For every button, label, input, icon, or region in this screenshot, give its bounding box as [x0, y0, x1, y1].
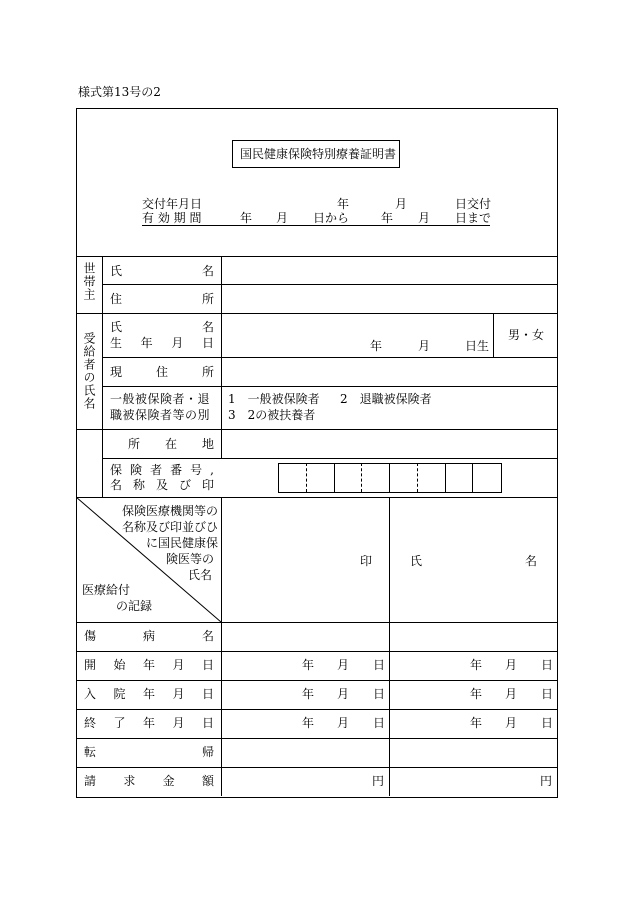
doctor-name-label-a: 氏: [410, 554, 423, 568]
admission-day-1: 日: [373, 687, 386, 701]
admission-month-1: 月: [337, 687, 350, 701]
disease-label: 傷 病 名: [84, 629, 214, 643]
category-option-2[interactable]: 2 退職被保険者: [340, 392, 432, 406]
start-month-1: 月: [337, 658, 350, 672]
end-year-1: 年: [302, 716, 315, 730]
category-option-1[interactable]: 1 一般被保険者: [228, 392, 320, 406]
digit-divider: [389, 463, 390, 492]
digit-divider: [445, 463, 446, 492]
digit-divider: [417, 463, 418, 492]
rule: [76, 651, 557, 652]
rule: [102, 357, 557, 358]
rule: [76, 256, 557, 257]
issue-day: 日交付: [455, 197, 492, 211]
amount-label: 請 求 金 額: [84, 774, 214, 788]
rule: [493, 313, 494, 357]
recipient-birth-label: 生 年 月 日: [110, 336, 214, 350]
digit-divider: [361, 463, 362, 492]
insurer-name-seal-label: 名 称 及 び 印: [110, 478, 214, 492]
end-day-2: 日: [541, 716, 554, 730]
insurer-number-label: 保 険 者 番 号 ,: [110, 463, 214, 477]
start-year-1: 年: [302, 658, 315, 672]
medical-header-c: に国民健康保: [146, 536, 219, 550]
validity-to-year: 年: [381, 211, 394, 225]
end-date-label: 終 了 年 月 日: [84, 716, 214, 730]
validity-from-month: 月: [276, 211, 289, 225]
validity-from-day: 日から: [313, 211, 350, 225]
amount-yen-2: 円: [540, 774, 553, 788]
recipient-section-label: 受給者の氏名: [82, 332, 96, 410]
insurer-number-boxes[interactable]: [278, 463, 502, 493]
rule: [221, 256, 222, 458]
householder-name-label: 氏 名: [110, 264, 214, 278]
rule: [76, 680, 557, 681]
start-day-2: 日: [541, 658, 554, 672]
doctor-name-label-b: 名: [525, 554, 538, 568]
category-option-3[interactable]: 3 2の被扶養者: [228, 408, 316, 422]
householder-address-label: 住 所: [110, 292, 214, 306]
insurer-location-label: 所 在 地: [128, 437, 214, 451]
medical-header-d: 険医等の: [166, 552, 215, 566]
gender-option[interactable]: 男・女: [508, 328, 545, 342]
admission-year-2: 年: [470, 687, 483, 701]
rule: [76, 313, 557, 314]
end-year-2: 年: [470, 716, 483, 730]
rule: [76, 738, 557, 739]
validity-from-year: 年: [240, 211, 253, 225]
admission-day-2: 日: [541, 687, 554, 701]
validity-label: 有 効 期 間: [142, 211, 202, 225]
seal-mark: 印: [360, 554, 373, 568]
rule: [76, 429, 557, 430]
amount-yen-1: 円: [372, 774, 385, 788]
rule: [76, 767, 557, 768]
start-day-1: 日: [373, 658, 386, 672]
recipient-name-label: 氏 名: [110, 320, 214, 334]
form-number: 様式第13号の2: [78, 85, 161, 99]
birth-day: 日生: [465, 339, 490, 353]
admission-month-2: 月: [505, 687, 518, 701]
rule: [102, 458, 557, 459]
start-year-2: 年: [470, 658, 483, 672]
medical-header-a: 保険医療機関等の: [122, 504, 219, 518]
recipient-address-label: 現 住 所: [110, 365, 214, 379]
start-month-2: 月: [505, 658, 518, 672]
rule: [102, 386, 557, 387]
digit-divider: [472, 463, 473, 492]
birth-month: 月: [418, 339, 431, 353]
issue-label: 交付年月日: [142, 197, 203, 211]
end-month-1: 月: [337, 716, 350, 730]
rule: [389, 497, 390, 796]
digit-divider: [306, 463, 307, 492]
admission-year-1: 年: [302, 687, 315, 701]
householder-section-label: 世帯主: [82, 262, 96, 301]
medical-header-b: 名称及び印並びひ: [122, 520, 219, 534]
validity-underline: [142, 225, 490, 226]
rule: [76, 709, 557, 710]
form-title: 国民健康保険特別療養証明書: [240, 147, 397, 161]
admission-date-label: 入 院 年 月 日: [84, 687, 214, 701]
issue-month: 月: [395, 197, 408, 211]
end-month-2: 月: [505, 716, 518, 730]
start-date-label: 開 始 年 月 日: [84, 658, 214, 672]
validity-to-day: 日まで: [455, 211, 492, 225]
end-day-1: 日: [373, 716, 386, 730]
medical-header-e: 氏名: [188, 568, 213, 582]
issue-year: 年: [337, 197, 350, 211]
outcome-label: 転 帰: [84, 745, 214, 759]
birth-year: 年: [370, 339, 383, 353]
validity-to-month: 月: [418, 211, 431, 225]
medical-record-2: の記録: [116, 599, 153, 613]
category-label-2: 職被保険者等の別: [110, 408, 211, 422]
category-label-1: 一般被保険者・退: [110, 392, 211, 406]
rule: [102, 256, 103, 497]
rule: [102, 284, 557, 285]
digit-divider: [334, 463, 335, 492]
medical-record-1: 医療給付: [82, 583, 131, 597]
